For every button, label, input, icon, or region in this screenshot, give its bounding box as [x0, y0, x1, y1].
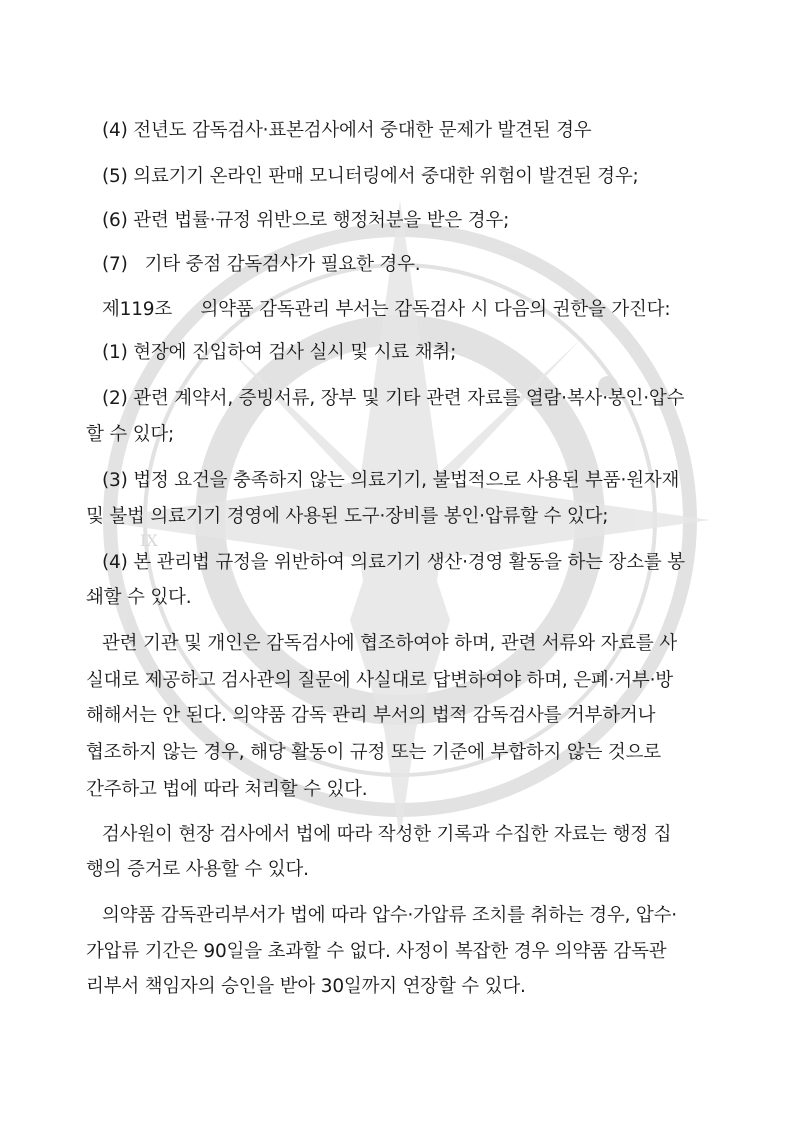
watermark-numeral: IX — [140, 531, 158, 550]
text-line: 및 불법 의료기기 경영에 사용된 도구·장비를 봉인·압류할 수 있다; — [86, 506, 609, 527]
text-line: 가압류 기간은 90일을 초과할 수 없다. 사정이 복잡한 경우 의약품 감독관 — [86, 941, 667, 962]
text-line: 관련 기관 및 개인은 감독검사에 협조하여야 하며, 관련 서류와 자료를 사 — [102, 633, 677, 654]
text-line: 간주하고 법에 따라 처리할 수 있다. — [86, 779, 368, 800]
article-heading: 제119조 의약품 감독관리 부서는 감독검사 시 다음의 권한을 가진다: — [102, 299, 671, 320]
text-line: (4) 본 관리법 규정을 위반하여 의료기기 생산·경영 활동을 하는 장소를 봉 — [102, 552, 685, 573]
text-line: 협조하지 않는 경우, 해당 활동이 규정 또는 기준에 부합하지 않는 것으로 — [86, 742, 661, 763]
text-line: (4) 전년도 감독검사·표본검사에서 중대한 문제가 발견된 경우 — [102, 120, 592, 141]
text-line: 할 수 있다; — [86, 424, 175, 445]
text-line: 의약품 감독관리부서가 법에 따라 압수·가압류 조치를 취하는 경우, 압수· — [102, 905, 677, 926]
text-line: 쇄할 수 있다. — [86, 587, 192, 608]
text-line: (2) 관련 계약서, 증빙서류, 장부 및 기타 관련 자료를 열람·복사·봉인·압수 — [102, 388, 685, 409]
text-line: (5) 의료기기 온라인 판매 모니터링에서 중대한 위험이 발견된 경우; — [102, 166, 639, 187]
text-line: 행의 증거로 사용할 수 있다. — [86, 859, 309, 880]
text-line: 해해서는 안 된다. 의약품 감독 관리 부서의 법적 감독검사를 거부하거나 — [86, 705, 656, 726]
text-line: 검사원이 현장 검사에서 법에 따라 작성한 기록과 수집한 자료는 행정 집 — [102, 824, 672, 845]
text-line: (1) 현장에 진입하여 검사 실시 및 시료 채취; — [102, 342, 457, 363]
text-line: 리부서 책임자의 승인을 받아 30일까지 연장할 수 있다. — [86, 976, 526, 997]
text-line: (7) 기타 중점 감독검사가 필요한 경우. — [102, 254, 421, 275]
text-line: (3) 법정 요건을 충족하지 않는 의료기기, 불법적으로 사용된 부품·원자재 — [102, 470, 680, 491]
text-line: 실대로 제공하고 검사관의 질문에 사실대로 답변하여야 하며, 은폐·거부·방 — [86, 670, 673, 691]
text-line: (6) 관련 법률·규정 위반으로 행정처분을 받은 경우; — [102, 210, 510, 231]
